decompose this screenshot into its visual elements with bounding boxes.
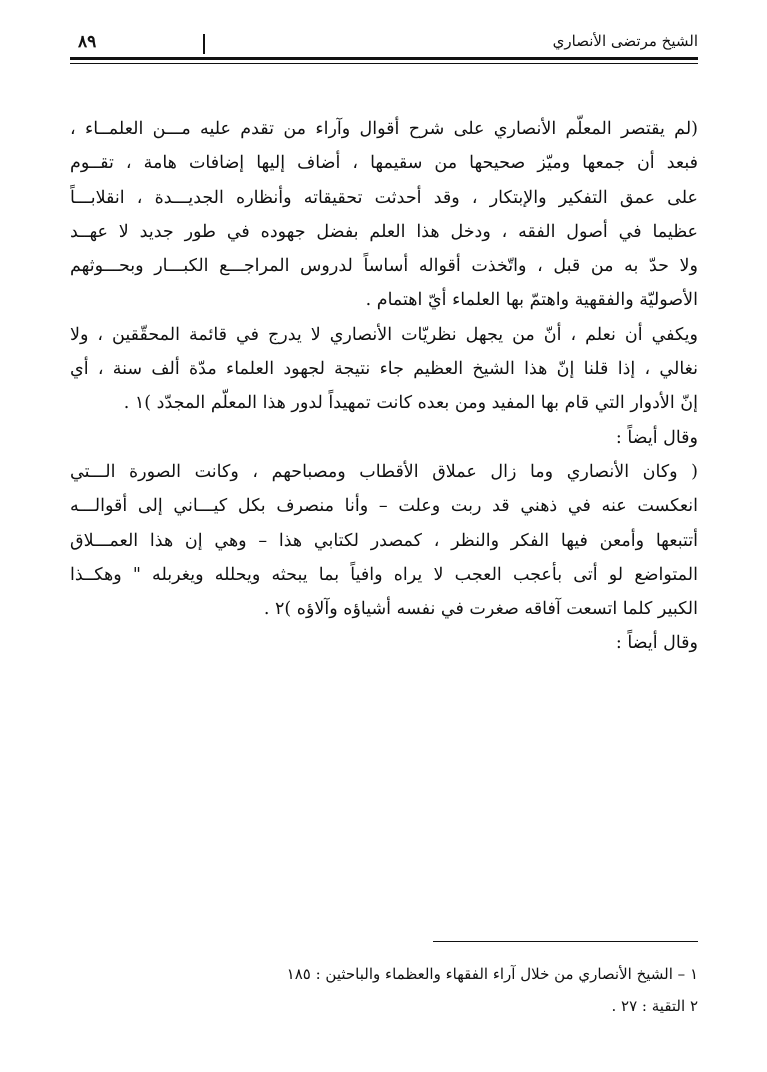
footnote-2: ٢ التقية : ٢٧ .	[611, 997, 698, 1015]
footnotes	[70, 958, 698, 1022]
page-number: ٨٩	[78, 32, 97, 52]
text-line: الكبير كلما اتسعت آفاقه صغرت في نفسه أشياؤه وآلاؤه )٢ .	[263, 599, 698, 620]
text-line: إنّ الأدوار التي قام بها المفيد ومن بعده كانت تمهيداً لدور هذا المعلّم المجدّد )١ .	[123, 393, 698, 414]
text-line: (لم يقتصر المعلّم الأنصاري على شرح أقوال وآراء من تقدم عليه مـــن العلمــاء ،	[70, 119, 698, 139]
text-line: أتتبعها وأمعن فيها الفكر والنظر ، كمصدر لكتابي هذا – وهي إن هذا العمـــلاق	[70, 530, 698, 551]
main-text	[70, 112, 698, 661]
page-header	[70, 28, 698, 64]
running-title: الشيخ مرتضى الأنصاري	[552, 32, 698, 50]
text-line: ويكفي أن نعلم ، أنّ من يجهل نظريّات الأنصاري لا يدرج في قائمة المحقّقين ، ولا	[70, 324, 698, 345]
text-line: وقال أيضاً :	[615, 427, 698, 448]
said-also-heading-1	[70, 421, 698, 455]
text-line: ( وكان الأنصاري وما زال عملاق الأقطاب ومصباحهم ، وكانت الصورة الـــتي	[70, 461, 698, 482]
header-rule	[70, 57, 698, 64]
paragraph-2	[70, 318, 698, 421]
text-line: وقال أيضاً :	[615, 633, 698, 654]
text-line: المتواضع لو أتى بأعجب العجب لا يراه وافياً بما يبحثه ويحلله ويغربله " وهكــذا	[70, 564, 698, 585]
text-line: عظيما في أصول الفقه ، ودخل هذا العلم بفضل جهوده في طور جديد لا عهــد	[70, 221, 698, 242]
text-line: نغالي ، إذا قلنا إنّ هذا الشيخ العظيم جاء نتيجة لجهود العلماء مدّة ألف سنة ، أي	[70, 359, 698, 380]
header-divider-tick	[203, 34, 205, 54]
footnote-1: ١ – الشيخ الأنصاري من خلال آراء الفقهاء والعظماء والباحثين : ١٨٥	[286, 965, 698, 983]
text-line: على عمق التفكير والإبتكار ، وقد أحدثت تحقيقاته وأنظاره الجديـــدة ، انقلابـــاً	[70, 187, 698, 208]
said-also-heading-2	[70, 626, 698, 660]
text-line: الأصوليّة والفقهية واهتمّ بها العلماء أيّ اهتمام .	[365, 290, 698, 311]
text-line: ولا حدّ به من قبل ، واتّخذت أقواله أساساً لدروس المراجـــع الكبـــار وبحـــوثهم	[70, 256, 698, 277]
paragraph-3	[70, 455, 698, 626]
footnote-separator	[433, 941, 698, 942]
text-line: فبعد أن جمعها وميّز صحيحها من سقيمها ، أضاف إليها إضافات هامة ، تقــوم	[70, 153, 698, 174]
text-line: انعكست عنه في ذهني قد ربت وعلت – وأنا منصرف بكل كيـــاني إلى أقوالـــه	[70, 496, 698, 517]
paragraph-1	[70, 112, 698, 318]
